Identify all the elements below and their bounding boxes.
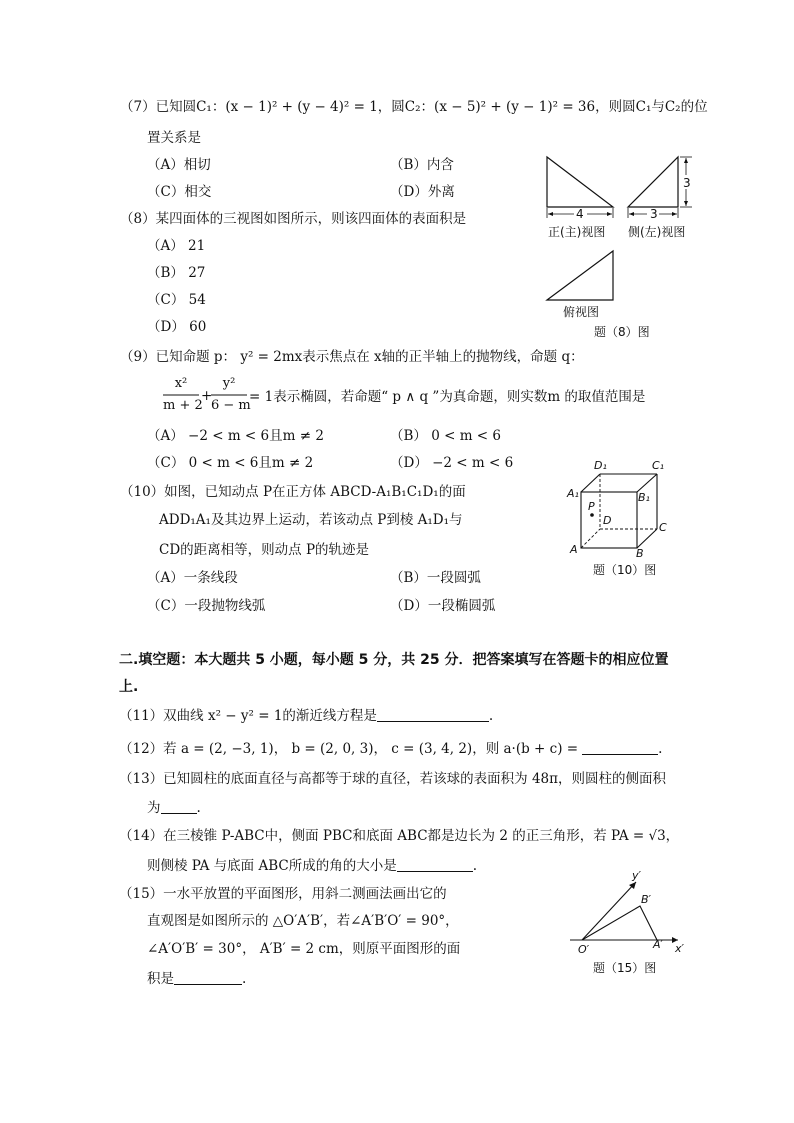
label-a: A: [570, 543, 578, 556]
q14-stem-line1: （14）在三棱锥 P-ABC中，侧面 PBC和底面 ABC都是边长为 2 的正三角形，若 PA = √3，: [119, 828, 680, 844]
q10-stem-line1: （10）如图，已知动点 P在正方体 ABCD-A₁B₁C₁D₁的面: [120, 484, 466, 500]
label-p: P: [588, 500, 595, 513]
q12-tail: .: [658, 741, 663, 757]
q7-stem-line1: （7）已知圆C₁：(x − 1)² + (y − 4)² = 1，圆C₂：(x − 5)² + (y − 1)² = 36，则圆C₁与C₂的位: [120, 99, 708, 115]
q7-option-d: （D）外离: [390, 184, 455, 200]
q8-option-b: （B） 27: [147, 265, 206, 281]
q9-option-b: （B） 0 < m < 6: [390, 428, 501, 444]
q10-figure-caption: 题（10）图: [593, 563, 657, 577]
q15-stem-text: 积是: [147, 971, 174, 987]
q11-tail: .: [488, 708, 494, 724]
label-b1: B₁: [638, 491, 650, 504]
q10-stem-line3: CD的距离相等，则动点 P的轨迹是: [159, 542, 370, 558]
q8-figure-caption: 题（8）图: [594, 325, 650, 339]
q8-option-c: （C） 54: [147, 292, 206, 308]
label-o-prime: O′: [578, 943, 590, 956]
q10-option-c: （C）一段抛物线弧: [147, 598, 266, 614]
label-b-prime: B′: [641, 893, 652, 906]
q9-stem-line1: （9）已知命题 p： y² = 2mx表示焦点在 x轴的正半轴上的抛物线，命题 q：: [120, 349, 584, 365]
q9-frac1-denominator: m + 2: [163, 398, 203, 413]
q10-stem-line2: ADD₁A₁及其边界上运动，若该动点 P到棱 A₁D₁与: [159, 512, 463, 528]
q11-stem-text: （11）双曲线 x² − y² = 1的渐近线方程是: [119, 708, 377, 724]
side-view-label: 侧(左)视图: [628, 225, 686, 239]
q10-option-b: （B）一段圆弧: [390, 570, 481, 586]
q15-stem-line2: 直观图是如图所示的 △O′A′B′，若∠A′B′O′ = 90°，: [147, 913, 459, 929]
q10-option-a: （A）一条线段: [147, 570, 238, 586]
dim-front-width: 4: [576, 207, 584, 221]
label-b: B: [636, 547, 644, 560]
q7-stem-line2: 置关系是: [147, 130, 201, 146]
triangle-oab: [582, 906, 657, 940]
q15-figure-caption: 题（15）图: [593, 961, 657, 975]
q9-frac2-numerator: y²: [222, 376, 236, 391]
label-x-prime: x′: [675, 942, 685, 955]
q15-tail: .: [242, 971, 247, 987]
section2-heading-line1: 二.填空题：本大题共 5 小题，每小题 5 分，共 25 分．把答案填写在答题卡的相应位置: [119, 652, 669, 668]
label-d: D: [603, 514, 612, 527]
q9-frac2-denominator: 6 − m: [211, 398, 251, 413]
label-a-prime: A′: [653, 938, 664, 951]
q7-option-b: （B）内含: [390, 157, 454, 173]
dim-side-width: 3: [650, 207, 658, 221]
q13-tail: .: [196, 800, 201, 816]
section2-heading-line2: 上.: [119, 679, 139, 695]
label-c: C: [659, 521, 667, 534]
q9-option-c: （C） 0 < m < 6且m ≠ 2: [147, 455, 314, 471]
q15-stem-line3: ∠A′O′B′ = 30°， A′B′ = 2 cm，则原平面图形的面: [147, 941, 461, 957]
q15-stem-line1: （15）一水平放置的平面图形，用斜二测画法画出它的: [119, 886, 447, 902]
q7-option-a: （A）相切: [147, 157, 211, 173]
q13-stem-text: 为: [147, 800, 161, 816]
label-c1: C₁: [652, 459, 665, 472]
label-a1: A₁: [567, 487, 579, 500]
q7-option-c: （C）相交: [147, 184, 212, 200]
q9-plus: +: [201, 388, 213, 404]
q14-tail: .: [472, 858, 478, 874]
dim-side-height: 3: [683, 176, 691, 190]
q12-stem-text: （12）若 a = (2, −3, 1)， b = (2, 0, 3)， c = (3, 4, 2)，则 a·(b + c) =: [119, 741, 579, 757]
q10-option-d: （D）一段椭圆弧: [390, 598, 496, 614]
top-view-label: 俯视图: [563, 305, 600, 319]
q9-option-a: （A） −2 < m < 6且m ≠ 2: [147, 428, 324, 444]
q9-stem-line2: = 1表示椭圆，若命题“ p ∧ q ”为真命题，则实数m 的取值范围是: [249, 389, 646, 405]
label-d1: D₁: [594, 459, 607, 472]
front-view-label: 正(主)视图: [548, 225, 606, 239]
q9-frac1-numerator: x²: [174, 376, 188, 391]
q13-stem-line1: （13）已知圆柱的底面直径与高都等于球的直径，若该球的表面积为 48π，则圆柱的侧面积: [119, 771, 667, 787]
q9-option-d: （D） −2 < m < 6: [390, 455, 514, 471]
q14-stem-text: 则侧棱 PA 与底面 ABC所成的角的大小是: [147, 858, 397, 874]
q8-option-d: （D） 60: [147, 319, 207, 335]
q8-stem: （8）某四面体的三视图如图所示，则该四面体的表面积是: [120, 211, 467, 227]
q8-option-a: （A） 21: [147, 238, 206, 254]
label-y-prime: y′: [632, 869, 642, 882]
